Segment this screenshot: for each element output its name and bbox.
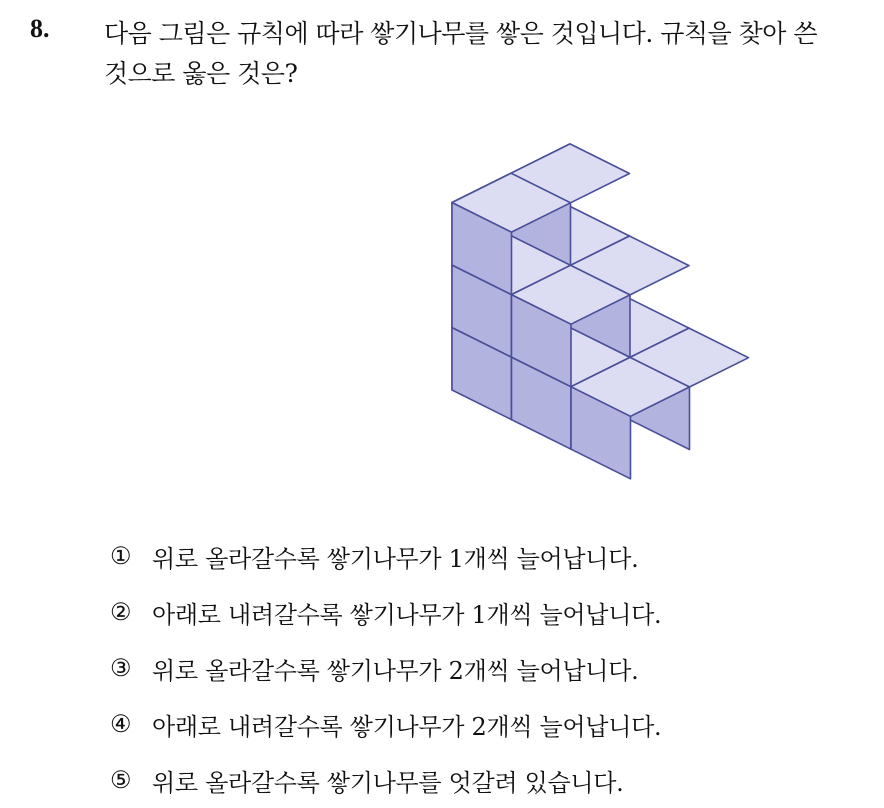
answer-choices <box>110 528 661 808</box>
choice-3-marker: ③ <box>110 654 132 682</box>
choice-1-text: 위로 올라갈수록 쌓기나무가 1개씩 늘어납니다. <box>152 544 639 573</box>
choice-4[interactable] <box>110 696 661 752</box>
choice-4-text: 아래로 내려갈수록 쌓기나무가 2개씩 늘어납니다. <box>152 712 662 741</box>
question-line-1: 다음 그림은 규칙에 따라 쌓기나무를 쌓은 것입니다. 규칙을 찾아 쓴 <box>104 19 818 48</box>
choice-5-marker: ⑤ <box>110 766 132 794</box>
choice-1[interactable] <box>110 528 661 584</box>
choice-2-text: 아래로 내려갈수록 쌓기나무가 1개씩 늘어납니다. <box>152 600 662 629</box>
choice-3[interactable] <box>110 640 661 696</box>
choice-1-marker: ① <box>110 542 132 570</box>
choice-4-marker: ④ <box>110 710 132 738</box>
choice-5[interactable] <box>110 752 661 808</box>
choice-3-text: 위로 올라갈수록 쌓기나무가 2개씩 늘어납니다. <box>152 656 639 685</box>
question-line-2: 것으로 옳은 것은? <box>104 59 298 88</box>
choice-5-text: 위로 올라갈수록 쌓기나무를 엇갈려 있습니다. <box>152 768 624 797</box>
question-number: 8. <box>30 14 50 43</box>
choice-2[interactable] <box>110 584 661 640</box>
choice-2-marker: ② <box>110 598 132 626</box>
